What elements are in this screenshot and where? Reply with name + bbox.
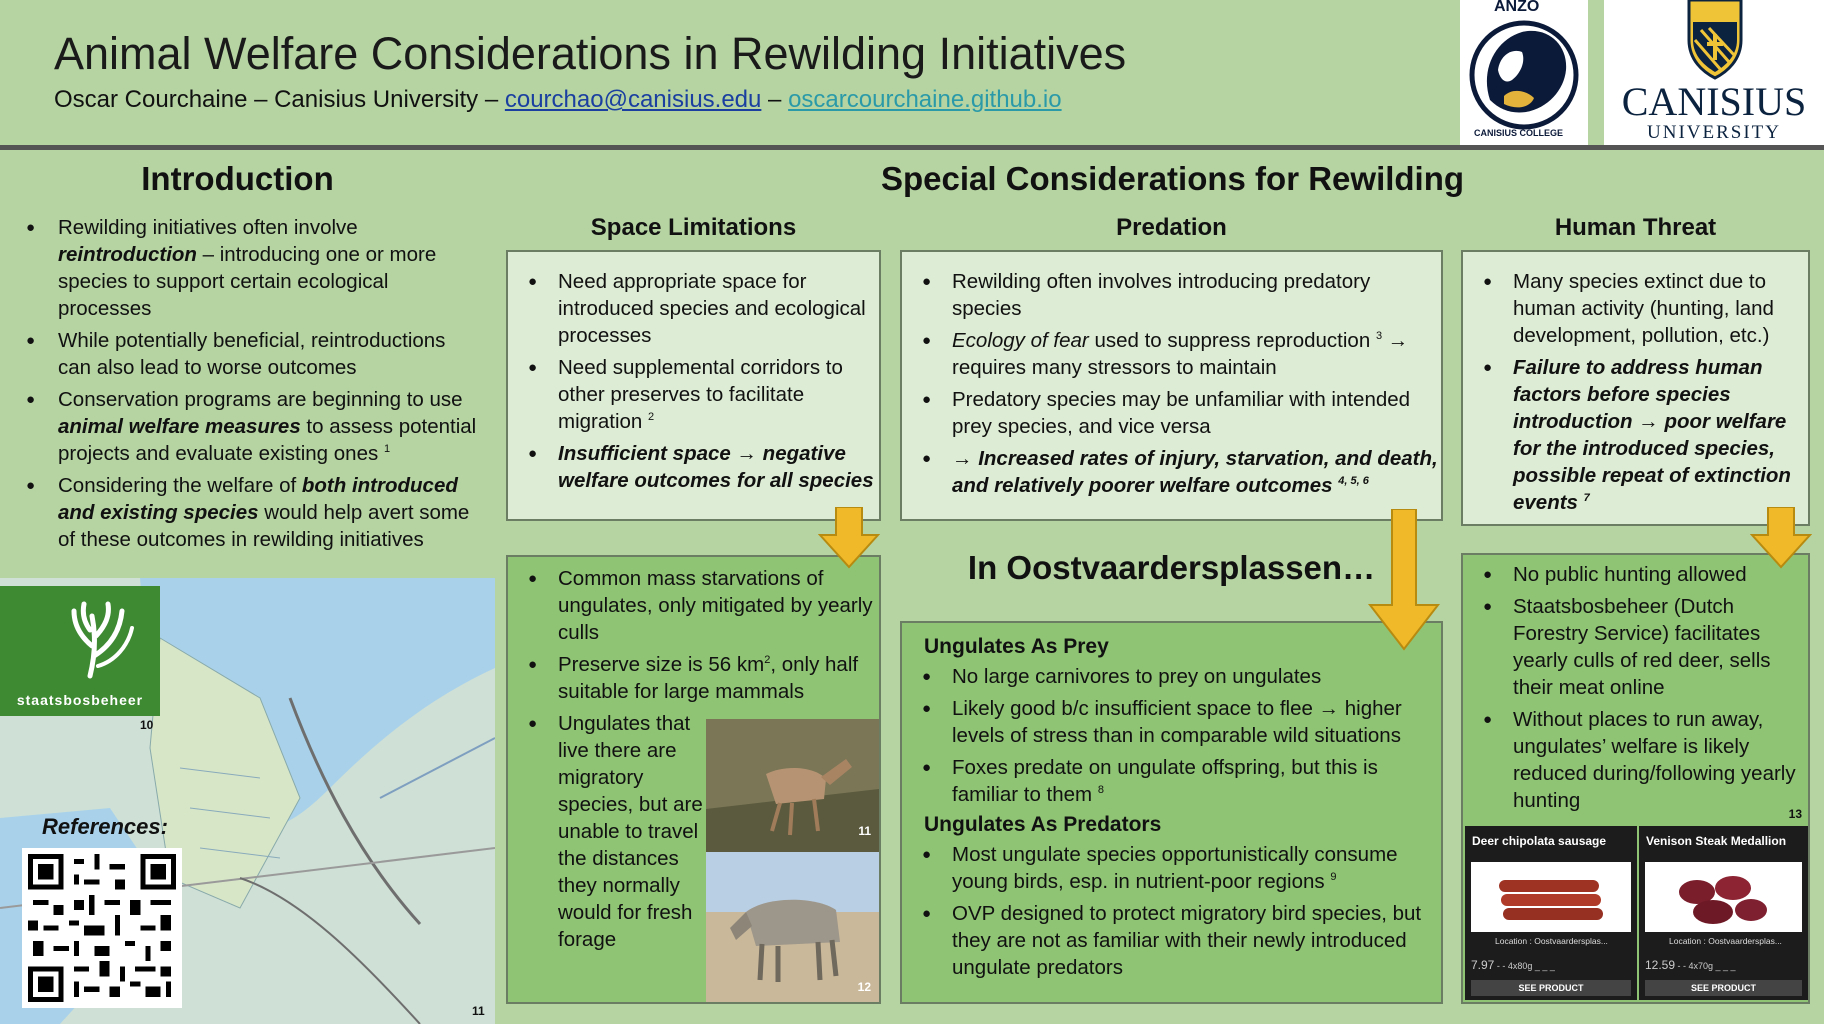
space-limitations-box: [506, 250, 881, 521]
introduction-list: [20, 214, 480, 558]
ovp-space-bullet-1: ● Common mass starvations of ungulates, only mitigated by yearly culls: [508, 565, 878, 646]
intro-bullet-2: ● While potentially beneficial, reintroductions can also lead to worse outcomes: [20, 327, 480, 381]
prey-bullet-1: ● No large carnivores to prey on ungulates: [902, 663, 1441, 690]
ovp-human-box: [1461, 553, 1810, 1004]
anzo-text: ANZO: [1494, 0, 1540, 15]
predation-bullet-2: ● Ecology of fear used to suppress reproduction $^3$ → requires many stressors to maintain: [902, 327, 1441, 381]
intro-bullet-1: ● Rewilding initiatives often involve reintroduction – introducing one or more species to support certain ecological processes: [20, 214, 480, 322]
space-bullet-1: ● Need appropriate space for introduced species and ecological processes: [508, 268, 879, 349]
ovp-predation-box: [900, 621, 1443, 1004]
sausage-image: [1471, 862, 1631, 932]
staatsbosbeheer-label: staatsbosbeheer: [16, 692, 144, 708]
prey-bullet-3: ● Foxes predate on ungulate offspring, but this is familiar to them $^8$: [902, 754, 1441, 808]
intro-bullet-4: ● Considering the welfare of both introduced and existing species would help avert some of these outcomes in rewilding initiatives: [20, 472, 480, 553]
product-location: Location : Oostvaardersplas...: [1495, 936, 1608, 946]
ovp-human-bullet-3: ● Without places to run away, ungulates’ welfare is likely reduced during/following yearly hunting: [1463, 706, 1808, 814]
canisius-wordmark: CANISIUS: [1621, 79, 1807, 124]
separator-dash: –: [768, 86, 782, 113]
image-credit-11b: 11: [858, 824, 871, 838]
introduction-heading: Introduction: [141, 160, 334, 197]
see-product-button[interactable]: SEE PRODUCT: [1471, 980, 1631, 996]
starving-horse-photo: [706, 852, 879, 1002]
product-price: 12.59 - - 4x70g _ _ _: [1645, 958, 1736, 972]
anzo-logo: [1460, 0, 1588, 145]
ovp-human-bullet-2: ● Staatsbosbeheer (Dutch Forestry Service) facilitates yearly culls of red deer, sells their meat online: [1463, 593, 1808, 701]
ovp-human-bullet-1: ● No public hunting allowed: [1463, 561, 1808, 588]
product-price: 7.97 - - 4x80g _ _ _: [1471, 958, 1555, 972]
author-affiliation: Oscar Courchaine – Canisius University –: [54, 86, 499, 113]
see-product-button[interactable]: SEE PRODUCT: [1645, 980, 1802, 996]
human-bullet-2: ● Failure to address human factors before species introduction → poor welfare for the introduced species, possible repeat of extinction events $^7$: [1463, 354, 1808, 516]
venison-image: [1645, 862, 1802, 932]
references-qr-code[interactable]: [22, 848, 182, 1008]
predators-subheading: Ungulates As Predators: [924, 813, 1162, 836]
product-card-sausage[interactable]: [1465, 826, 1637, 1000]
staatsbosbeheer-logo: [0, 586, 160, 716]
predation-bullet-4: ● → Increased rates of injury, starvation, and death, and relatively poorer welfare outcomes $^{4, 5, 6}$: [902, 445, 1441, 499]
product-name: Deer chipolata sausage: [1472, 834, 1607, 848]
prey-subheading: Ungulates As Prey: [924, 635, 1109, 658]
predator-bullet-2: ● OVP designed to protect migratory bird species, but they are not as familiar with their newly introduced ungulate predators: [902, 900, 1441, 981]
oostvaardersplassen-heading: In Oostvaardersplassen…: [967, 549, 1376, 586]
predation-bullet-3: ● Predatory species may be unfamiliar with intended prey species, and vice versa: [902, 386, 1441, 440]
product-location: Location : Oostvaardersplas...: [1669, 936, 1782, 946]
canisius-university-text: UNIVERSITY: [1647, 122, 1781, 143]
anzo-college-text: CANISIUS COLLEGE: [1474, 128, 1564, 138]
image-credit-12: 12: [857, 980, 871, 994]
map-image: [0, 578, 495, 1024]
header-divider: [0, 145, 1824, 150]
references-label: References:: [42, 814, 168, 839]
poster-title: Animal Welfare Considerations in Rewilding Initiatives: [54, 28, 1127, 79]
arrow-down-human: [1750, 507, 1812, 569]
product-name: Venison Steak Medallion: [1646, 834, 1787, 848]
arrow-down-predation: [1368, 509, 1440, 651]
human-threat-heading: Human Threat: [1554, 214, 1717, 241]
predation-heading: Predation: [1116, 214, 1227, 241]
ovp-space-box: [506, 555, 881, 1004]
human-threat-box: [1461, 250, 1810, 526]
website-link[interactable]: oscarcourchaine.github.io: [788, 86, 1062, 113]
space-limitations-heading: Space Limitations: [590, 214, 797, 241]
predation-box: [900, 250, 1443, 521]
product-card-venison[interactable]: [1639, 826, 1808, 1000]
image-credit-11: 11: [472, 1004, 485, 1018]
space-bullet-3: ● Insufficient space → negative welfare outcomes for all species: [508, 440, 879, 494]
human-bullet-1: ● Many species extinct due to human activity (hunting, land development, pollution, etc.): [1463, 268, 1808, 349]
author-line: [54, 86, 1062, 114]
ovp-space-bullet-3: ● Ungulates that live there are migratory species, but are unable to travel the distances they normally would for fresh forage: [508, 710, 708, 953]
intro-bullet-3: ● Conservation programs are beginning to use animal welfare measures to assess potential projects and evaluate existing ones $^1$: [20, 386, 480, 467]
space-bullet-2: ● Need supplemental corridors to other preserves to facilitate migration $^2$: [508, 354, 879, 435]
email-link[interactable]: courchao@canisius.edu: [504, 86, 762, 113]
prey-bullet-2: ● Likely good b/c insufficient space to flee → higher levels of stress than in comparable wild situations: [902, 695, 1441, 749]
canisius-logo: [1604, 0, 1824, 145]
starving-deer-photo: [706, 719, 879, 852]
image-credit-10: 10: [140, 718, 154, 732]
predation-bullet-1: ● Rewilding often involves introducing predatory species: [902, 268, 1441, 322]
arrow-down-space: [818, 507, 880, 569]
predator-bullet-1: ● Most ungulate species opportunistically consume young birds, esp. in nutrient-poor regions $^9$: [902, 841, 1441, 895]
ovp-space-bullet-2: ● Preserve size is 56 $km^2$, only half suitable for large mammals: [508, 651, 878, 705]
image-credit-13: 13: [1788, 807, 1802, 821]
special-considerations-heading: Special Considerations for Rewilding: [880, 160, 1465, 197]
